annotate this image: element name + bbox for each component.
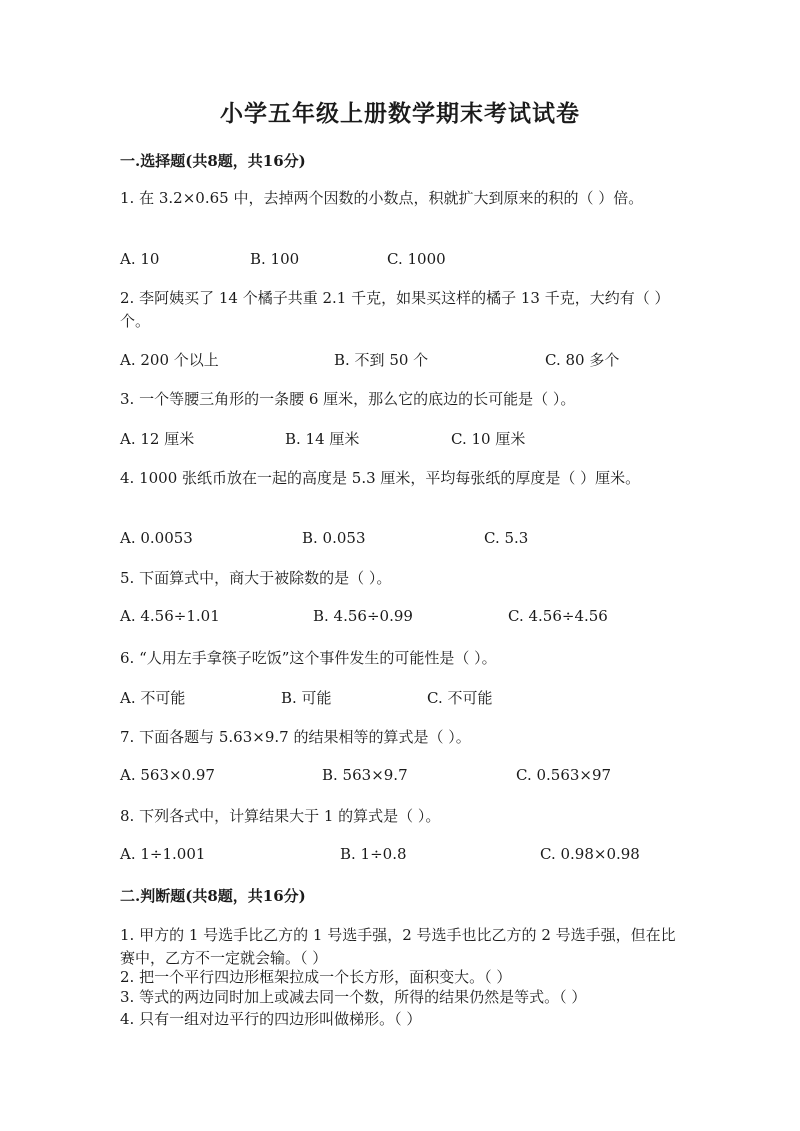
q5-option-b: B. 4.56÷0.99 [313, 607, 413, 625]
q8-option-a: A. 1÷1.001 [120, 845, 206, 863]
q4-option-c: C. 5.3 [484, 529, 529, 547]
q6-option-c: C. 不可能 [427, 689, 493, 707]
question-8: 8. 下列各式中，计算结果大于 1 的算式是（ ）。 [120, 807, 441, 825]
q7-option-b: B. 563×9.7 [322, 766, 408, 784]
q1-option-a: A. 10 [120, 250, 160, 268]
question-2: 2. 李阿姨买了 14 个橘子共重 2.1 千克，如果买这样的橘子 13 千克，大约有（ ）个。 [120, 289, 670, 330]
section-heading-judgement: 二.判断题(共8题，共16分) [120, 887, 306, 905]
question-4: 4. 1000 张纸币放在一起的高度是 5.3 厘米，平均每张纸的厚度是（ ）厘米。 [120, 469, 641, 487]
q4-option-b: B. 0.053 [302, 529, 366, 547]
q6-option-a: A. 不可能 [120, 689, 186, 707]
q7-option-a: A. 563×0.97 [120, 766, 215, 784]
question-3: 3. 一个等腰三角形的一条腰 6 厘米，那么它的底边的长可能是（ ）。 [120, 390, 576, 408]
q8-option-b: B. 1÷0.8 [340, 845, 407, 863]
q2-option-a: A. 200 个以上 [120, 351, 219, 369]
q1-option-c: C. 1000 [387, 250, 446, 268]
section-heading-choice: 一.选择题(共8题，共16分) [120, 152, 306, 170]
q8-option-c: C. 0.98×0.98 [540, 845, 640, 863]
q3-option-a: A. 12 厘米 [120, 430, 195, 448]
q2-option-b: B. 不到 50 个 [334, 351, 429, 369]
q7-option-c: C. 0.563×97 [516, 766, 612, 784]
q1-option-b: B. 100 [250, 250, 300, 268]
question-1: 1. 在 3.2×0.65 中，去掉两个因数的小数点，积就扩大到原来的积的（ ）倍。 [120, 189, 644, 207]
question-5: 5. 下面算式中，商大于被除数的是（ ）。 [120, 569, 392, 587]
q3-option-b: B. 14 厘米 [285, 430, 360, 448]
judgement-3: 3. 等式的两边同时加上或减去同一个数，所得的结果仍然是等式。（ ） [120, 988, 587, 1006]
q5-option-a: A. 4.56÷1.01 [120, 607, 220, 625]
question-7: 7. 下面各题与 5.63×9.7 的结果相等的算式是（ ）。 [120, 728, 471, 746]
judgement-4: 4. 只有一组对边平行的四边形叫做梯形。（ ） [120, 1010, 422, 1028]
question-6: 6. “人用左手拿筷子吃饭”这个事件发生的可能性是（ ）。 [120, 649, 497, 667]
q5-option-c: C. 4.56÷4.56 [508, 607, 608, 625]
q4-option-a: A. 0.0053 [120, 529, 193, 547]
q6-option-b: B. 可能 [281, 689, 332, 707]
judgement-1: 1. 甲方的 1 号选手比乙方的 1 号选手强，2 号选手也比乙方的 2 号选手强，但在比赛中，乙方不一定就会输。（ ） [120, 926, 676, 967]
q3-option-c: C. 10 厘米 [451, 430, 526, 448]
judgement-2: 2. 把一个平行四边形框架拉成一个长方形，面积变大。（ ） [120, 968, 512, 986]
q2-option-c: C. 80 多个 [545, 351, 620, 369]
exam-title: 小学五年级上册数学期末考试试卷 [220, 100, 580, 127]
